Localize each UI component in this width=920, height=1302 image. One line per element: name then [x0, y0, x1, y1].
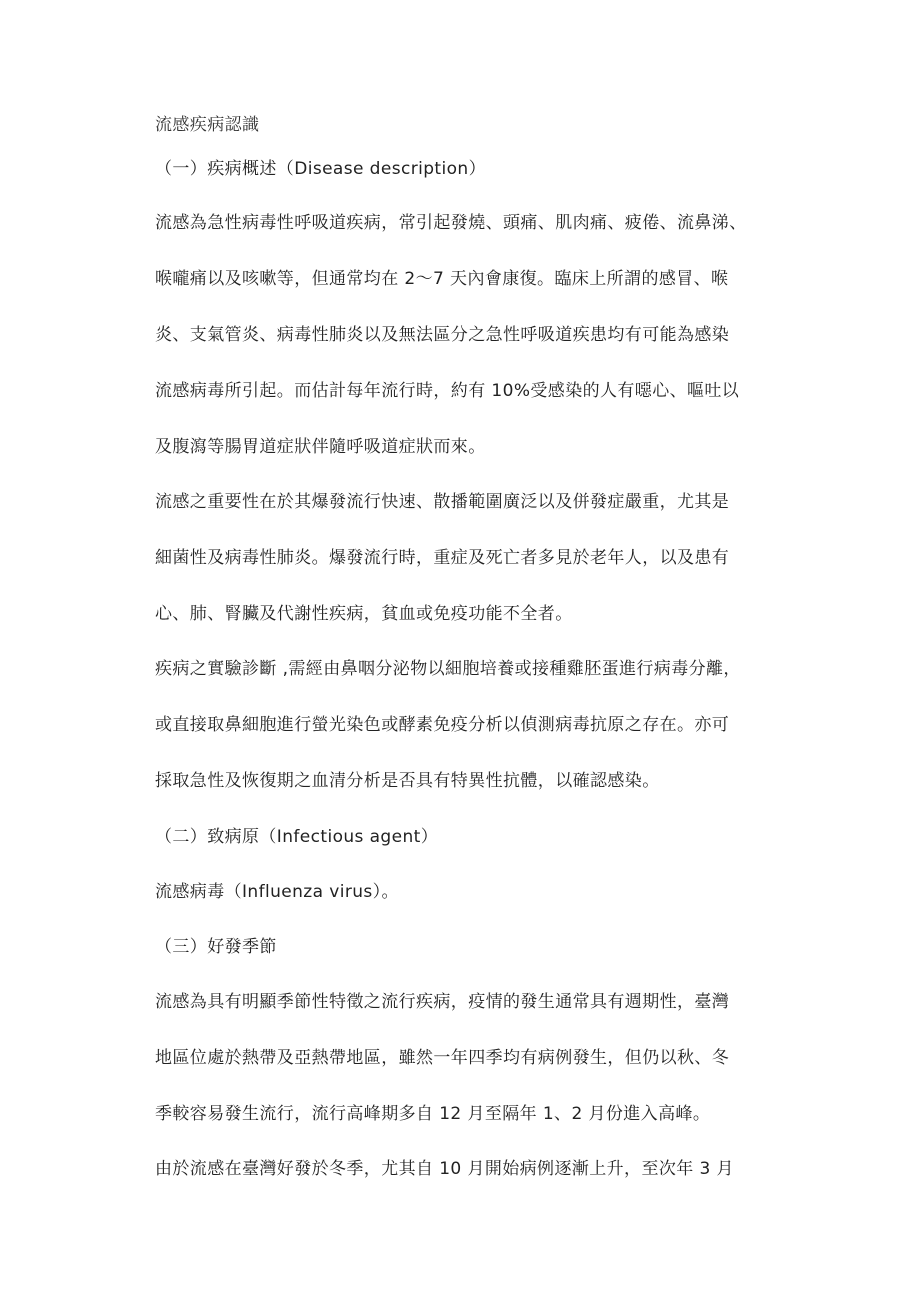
paragraph-line: 細菌性及病毒性肺炎。爆發流行時，重症及死亡者多見於老年人，以及患有: [155, 548, 730, 568]
paragraph-line: 炎、支氣管炎、病毒性肺炎以及無法區分之急性呼吸道疾患均有可能為感染: [155, 325, 730, 345]
paragraph-line: 季較容易發生流行，流行高峰期多自 12 月至隔年 1、2 月份進入高峰。: [155, 1104, 711, 1124]
paragraph-line: 流感為具有明顯季節性特徵之流行疾病，疫情的發生通常具有週期性，臺灣: [155, 992, 730, 1012]
paragraph-line: 及腹瀉等腸胃道症狀伴隨呼吸道症狀而來。: [155, 437, 486, 457]
document-title: 流感疾病認識: [155, 115, 260, 135]
paragraph-line: 流感病毒所引起。而估計每年流行時，約有 10%受感染的人有噁心、嘔吐以: [155, 381, 740, 401]
paragraph-line: 或直接取鼻細胞進行螢光染色或酵素免疫分析以偵測病毒抗原之存在。亦可: [155, 715, 730, 735]
paragraph-line: 流感為急性病毒性呼吸道疾病，常引起發燒、頭痛、肌肉痛、疲倦、流鼻涕、: [155, 213, 747, 233]
paragraph-line: 流感病毒（Influenza virus）。: [155, 882, 399, 902]
paragraph-line: 心、肺、腎臟及代謝性疾病，貧血或免疫功能不全者。: [155, 604, 573, 624]
paragraph-line: 喉嚨痛以及咳嗽等，但通常均在 2～7 天內會康復。臨床上所謂的感冒、喉: [155, 269, 729, 289]
paragraph-line: 由於流感在臺灣好發於冬季，尤其自 10 月開始病例逐漸上升，至次年 3 月: [155, 1159, 734, 1179]
paragraph-line: 疾病之實驗診斷 ,需經由鼻咽分泌物以細胞培養或接種雞胚蛋進行病毒分離，: [155, 659, 741, 679]
section-heading: （二）致病原（Infectious agent）: [155, 827, 439, 847]
section-heading: （一）疾病概述（Disease description）: [155, 159, 486, 179]
paragraph-line: 採取急性及恢復期之血清分析是否具有特異性抗體，以確認感染。: [155, 771, 660, 791]
paragraph-line: 流感之重要性在於其爆發流行快速、散播範圍廣泛以及併發症嚴重，尤其是: [155, 492, 730, 512]
paragraph-line: 地區位處於熱帶及亞熱帶地區，雖然一年四季均有病例發生，但仍以秋、冬: [155, 1048, 730, 1068]
section-heading: （三）好發季節: [155, 937, 277, 957]
